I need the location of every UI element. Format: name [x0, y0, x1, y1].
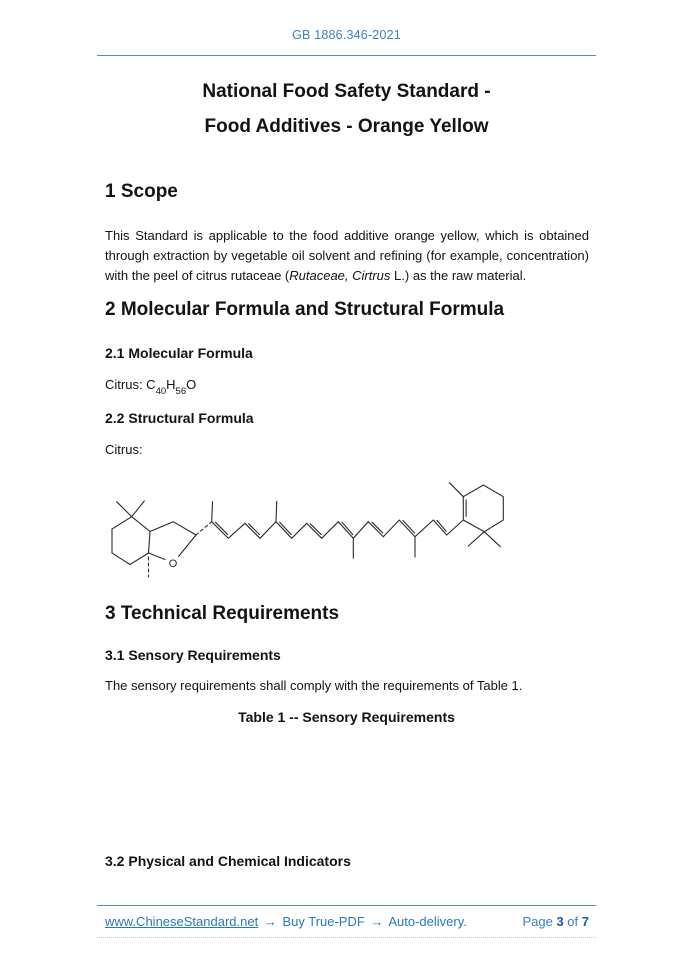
doc-number: GB 1886.346-2021	[292, 28, 401, 42]
scope-paragraph-line1: This Standard is applicable to the food additive orange yellow, which is obtained	[105, 228, 589, 243]
subsection-heading-physical-chemical: 3.2 Physical and Chemical Indicators	[105, 853, 351, 869]
section-heading-technical: 3 Technical Requirements	[105, 603, 340, 624]
bottom-dotted-rule	[97, 937, 596, 938]
formula-subscript-40: 40	[155, 385, 167, 397]
carotenoid-skeletal-structure	[105, 472, 515, 597]
arrow-right-icon: →	[263, 914, 277, 929]
page-indicator	[522, 914, 589, 929]
structural-formula-label: Citrus:	[105, 442, 143, 457]
section-heading-formula: 2 Molecular Formula and Structural Formula	[105, 299, 505, 320]
sensory-requirements-text: The sensory requirements shall comply with the requirements of Table 1.	[105, 678, 523, 693]
footer-website-link[interactable]: www.ChineseStandard.net	[105, 914, 259, 929]
header-rule	[97, 55, 596, 56]
arrow-right-icon: →	[370, 914, 384, 929]
formula-subscript-56: 56	[175, 385, 187, 397]
scope-paragraph	[105, 226, 589, 286]
footer-buy-label: Buy True-PDF	[282, 914, 365, 929]
page-total: 7	[581, 914, 589, 929]
footer-left	[105, 914, 467, 929]
scope-paragraph-line3: with the peel of citrus rutaceae (Rutaceae, Cirtrus L.) as the raw material.	[105, 268, 527, 283]
molecular-formula: Citrus: $C_{40}H_{56}O$	[105, 377, 197, 397]
structural-formula-diagram	[105, 472, 515, 597]
oxygen-atom-label: O	[168, 558, 178, 570]
document-title-line2: Food Additives - Orange Yellow	[204, 116, 489, 137]
table1-caption: Table 1 -- Sensory Requirements	[238, 709, 455, 725]
subsection-heading-molecular-formula: 2.1 Molecular Formula	[105, 345, 253, 361]
footer-rule	[97, 905, 596, 906]
footer	[105, 914, 589, 929]
subsection-heading-sensory: 3.1 Sensory Requirements	[105, 647, 281, 663]
scope-paragraph-line2: through extraction by vegetable oil solvent and refining (for example, concentration)	[105, 248, 589, 263]
subsection-heading-structural-formula: 2.2 Structural Formula	[105, 410, 254, 426]
latin-species-name: Rutaceae, Cirtrus	[289, 268, 391, 283]
section-heading-scope: 1 Scope	[105, 181, 178, 202]
footer-delivery-label: Auto-delivery.	[388, 914, 467, 929]
page-current: 3	[556, 914, 564, 929]
document-title-line1: National Food Safety Standard -	[202, 81, 491, 102]
page-label: Page	[522, 914, 553, 929]
of-label: of	[567, 914, 579, 929]
